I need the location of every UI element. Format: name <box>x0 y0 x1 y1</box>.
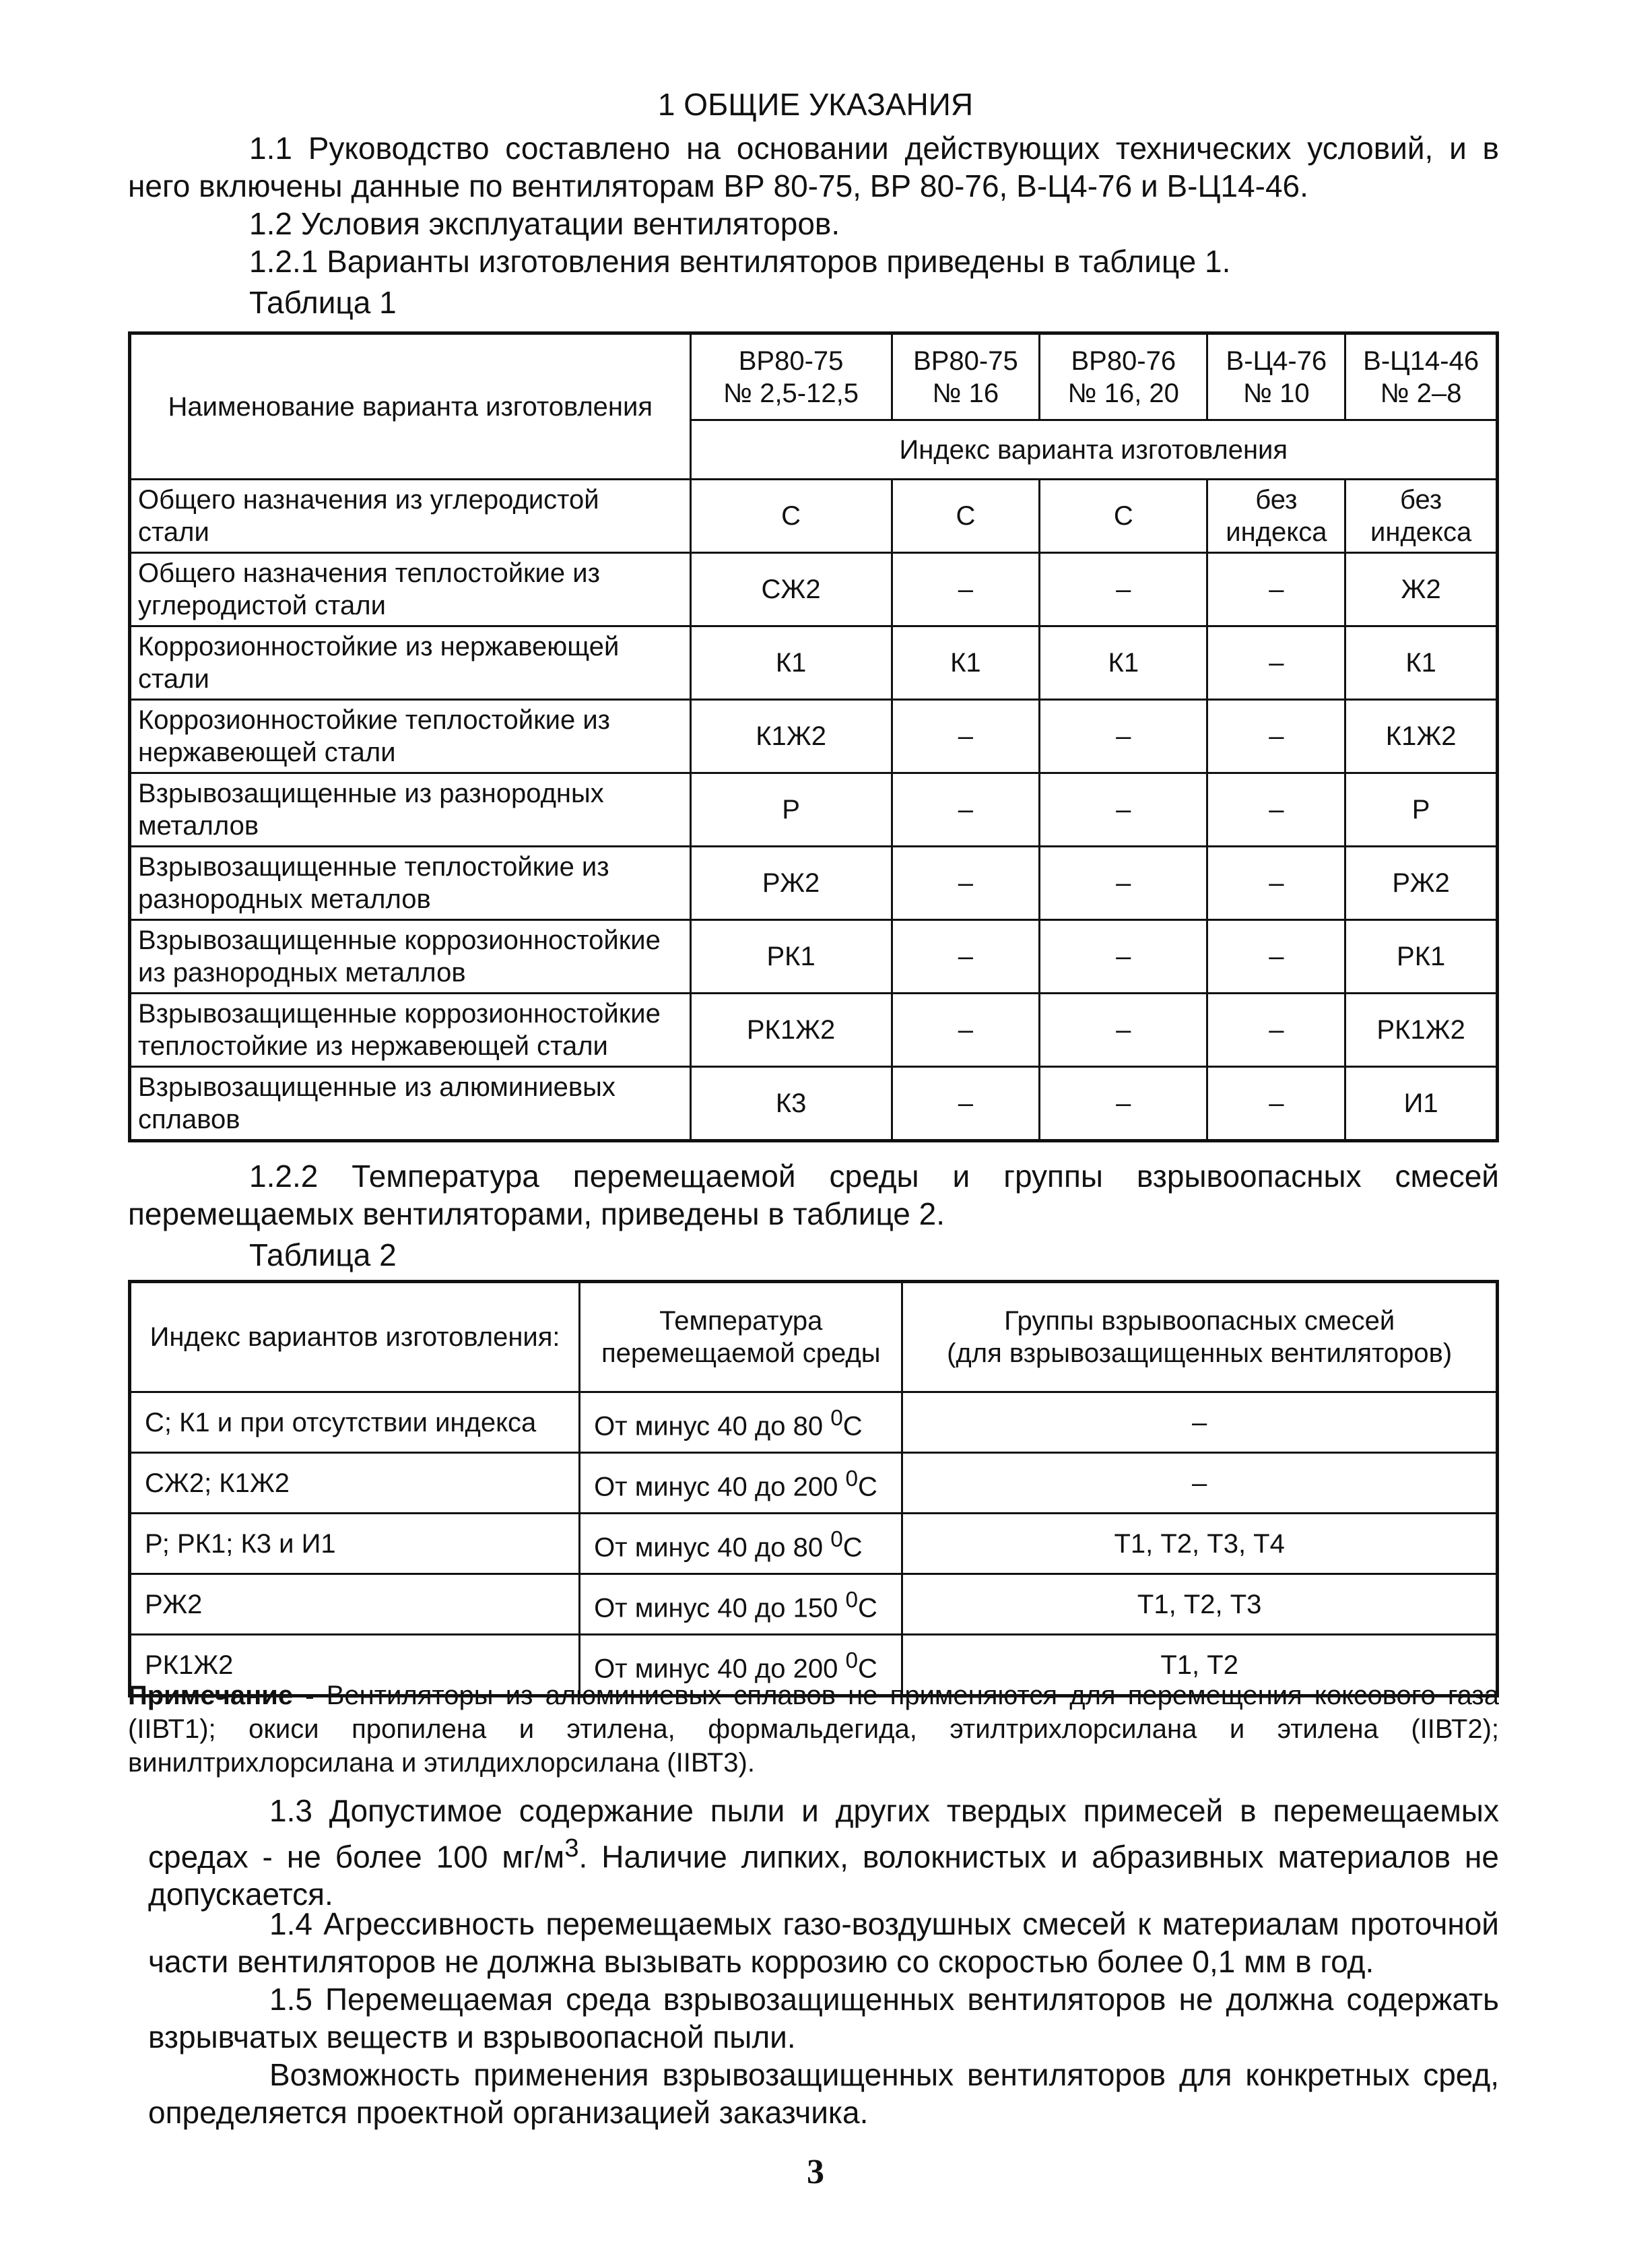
cell-groups: Т1, Т2, Т3, Т4 <box>902 1514 1498 1574</box>
table2-caption: Таблица 2 <box>249 1237 397 1272</box>
paragraph-1-4: 1.4 Агрессивность перемещаемых газо-воздушных смесей к материалам проточной части вентиляторов не должна вызывать коррозию со скоростью более 0,1 мм в год. <box>148 1906 1499 1979</box>
cell: К1 <box>690 626 892 700</box>
col-header-temperature: Температура перемещаемой среды <box>580 1282 902 1392</box>
cell-temperature: От минус 40 до 80 $^0$С <box>580 1514 902 1574</box>
cell: – <box>892 700 1039 773</box>
col-header-v-c14-46: В-Ц14-46 № 2–8 <box>1345 333 1498 420</box>
table-row <box>130 480 1498 553</box>
cell-groups: – <box>902 1392 1498 1453</box>
cell: – <box>1040 994 1207 1067</box>
variant-name: Взрывозащищенные из разнородных металлов <box>130 773 691 847</box>
variant-name: Взрывозащищенные коррозионностойкие теплостойкие из нержавеющей стали <box>130 994 691 1067</box>
table-row <box>130 1574 1498 1635</box>
cell-index: РЖ2 <box>130 1574 580 1635</box>
table-row <box>130 994 1498 1067</box>
table-2 <box>128 1280 1499 1697</box>
cell: – <box>1040 920 1207 994</box>
table-row <box>130 1392 1498 1453</box>
page-number: 3 <box>807 2153 824 2191</box>
note-label: Примечание - <box>128 1681 314 1710</box>
paragraph-1-3: 1.3 Допустимое содержание пыли и других твердых примесей в перемещаемых средах - не более 100 $мг/м^3$. Наличие липких, волокнистых и абразивных материалов не допускается. <box>148 1793 1499 1912</box>
cell: – <box>892 773 1039 847</box>
cell: – <box>1040 553 1207 626</box>
paragraph-final: Возможность применения взрывозащищенных вентиляторов для конкретных сред, определяется проектной организацией заказчика. <box>148 2057 1499 2130</box>
paragraph-1-1: 1.1 Руководство составлено на основании действующих технических условий, и в него включены данные по вентиляторам ВР 80-75, ВР 80-76, В-Ц4-76 и В-Ц14-46. <box>128 131 1499 203</box>
cell-groups: – <box>902 1453 1498 1514</box>
cell: К1 <box>1345 626 1498 700</box>
cell: С <box>690 480 892 553</box>
cell: РЖ2 <box>1345 847 1498 920</box>
cell: К1Ж2 <box>1345 700 1498 773</box>
paragraph-1-2: 1.2 Условия эксплуатации вентиляторов. <box>249 206 840 241</box>
cell: – <box>1207 773 1345 847</box>
cell: РЖ2 <box>690 847 892 920</box>
cell-temperature: От минус 40 до 80 $^0$С <box>580 1392 902 1453</box>
cell: – <box>892 1067 1039 1141</box>
cell-groups: Т1, Т2, Т3 <box>902 1574 1498 1635</box>
table-row <box>130 553 1498 626</box>
cell: – <box>1040 773 1207 847</box>
table-row <box>130 700 1498 773</box>
cell: РК1Ж2 <box>690 994 892 1067</box>
paragraph-1-2-2: 1.2.2 Температура перемещаемой среды и группы взрывоопасных смесей перемещаемых вентиляторами, приведены в таблице 2. <box>128 1159 1499 1231</box>
col-header-vr80-75-16: ВР80-75 № 16 <box>892 333 1039 420</box>
col-header-vr80-76: ВР80-76 № 16, 20 <box>1040 333 1207 420</box>
cell: – <box>1207 1067 1345 1141</box>
cell: – <box>1207 626 1345 700</box>
variant-name: Коррозионностойкие теплостойкие из нержавеющей стали <box>130 700 691 773</box>
cell: – <box>892 847 1039 920</box>
variant-name: Взрывозащищенные теплостойкие из разнородных металлов <box>130 847 691 920</box>
table-row <box>130 920 1498 994</box>
cell-index: Р; РК1; К3 и И1 <box>130 1514 580 1574</box>
cell: С <box>892 480 1039 553</box>
variant-name: Общего назначения из углеродистой стали <box>130 480 691 553</box>
table-1 <box>128 331 1499 1142</box>
cell: – <box>1207 847 1345 920</box>
cell: – <box>1207 994 1345 1067</box>
cell: без индекса <box>1345 480 1498 553</box>
table-row <box>130 773 1498 847</box>
paragraph-1-2-1: 1.2.1 Варианты изготовления вентиляторов приведены в таблице 1. <box>249 244 1231 279</box>
cell-index: СЖ2; К1Ж2 <box>130 1453 580 1514</box>
cell: – <box>1040 1067 1207 1141</box>
cell: Ж2 <box>1345 553 1498 626</box>
variant-name: Взрывозащищенные коррозионностойкие из разнородных металлов <box>130 920 691 994</box>
cell-index: РК1Ж2 <box>130 1635 580 1696</box>
cell: – <box>1040 847 1207 920</box>
cell-temperature: От минус 40 до 200 $^0$С <box>580 1453 902 1514</box>
cell: – <box>1207 920 1345 994</box>
table-row <box>130 847 1498 920</box>
cell: СЖ2 <box>690 553 892 626</box>
name-column-header: Наименование варианта изготовления <box>130 333 691 480</box>
section-heading: 1 ОБЩИЕ УКАЗАНИЯ <box>657 87 974 122</box>
cell: К1 <box>892 626 1039 700</box>
cell: – <box>892 994 1039 1067</box>
table-row <box>130 1453 1498 1514</box>
variant-name: Коррозионностойкие из нержавеющей стали <box>130 626 691 700</box>
cell: РК1 <box>690 920 892 994</box>
cell: Р <box>690 773 892 847</box>
cell-groups: Т1, Т2 <box>902 1635 1498 1696</box>
variant-name: Взрывозащищенные из алюминиевых сплавов <box>130 1067 691 1141</box>
table-row <box>130 1514 1498 1574</box>
paragraph-1-5: 1.5 Перемещаемая среда взрывозащищенных вентиляторов не должна содержать взрывчатых веществ и взрывоопасной пыли. <box>148 1982 1499 2054</box>
table1-caption: Таблица 1 <box>249 285 397 320</box>
variant-name: Общего назначения теплостойкие из углеродистой стали <box>130 553 691 626</box>
col-header-v-c4-76: В-Ц4-76 № 10 <box>1207 333 1345 420</box>
col-header-groups: Группы взрывоопасных смесей (для взрывозащищенных вентиляторов) <box>902 1282 1498 1392</box>
cell: без индекса <box>1207 480 1345 553</box>
cell: РК1Ж2 <box>1345 994 1498 1067</box>
cell: К1 <box>1040 626 1207 700</box>
cell: – <box>1207 700 1345 773</box>
table-row <box>130 626 1498 700</box>
col-header-vr80-75-small: ВР80-75 № 2,5-12,5 <box>690 333 892 420</box>
cell: С <box>1040 480 1207 553</box>
cell: – <box>1040 700 1207 773</box>
index-header: Индекс варианта изготовления <box>690 420 1497 480</box>
cell: – <box>892 553 1039 626</box>
note <box>128 1679 1499 1780</box>
col-header-index: Индекс вариантов изготовления: <box>130 1282 580 1392</box>
cell-temperature: От минус 40 до 150 $^0$С <box>580 1574 902 1635</box>
cell: И1 <box>1345 1067 1498 1141</box>
cell: – <box>892 920 1039 994</box>
table-row <box>130 1067 1498 1141</box>
cell-temperature: От минус 40 до 200 $^0$С <box>580 1635 902 1696</box>
cell: Р <box>1345 773 1498 847</box>
cell-index: С; К1 и при отсутствии индекса <box>130 1392 580 1453</box>
cell: К3 <box>690 1067 892 1141</box>
note-text: Вентиляторы из алюминиевых сплавов не применяются для перемещения коксового газа (IIВТ1); окиси пропилена и этилена, формальдегида, этилтрихлорсилана и этилена (IIВТ2); винилтрихлорсилана и этилдихлорсилана (IIВТ3). <box>128 1681 1499 1778</box>
cell: РК1 <box>1345 920 1498 994</box>
cell: К1Ж2 <box>690 700 892 773</box>
cell: – <box>1207 553 1345 626</box>
